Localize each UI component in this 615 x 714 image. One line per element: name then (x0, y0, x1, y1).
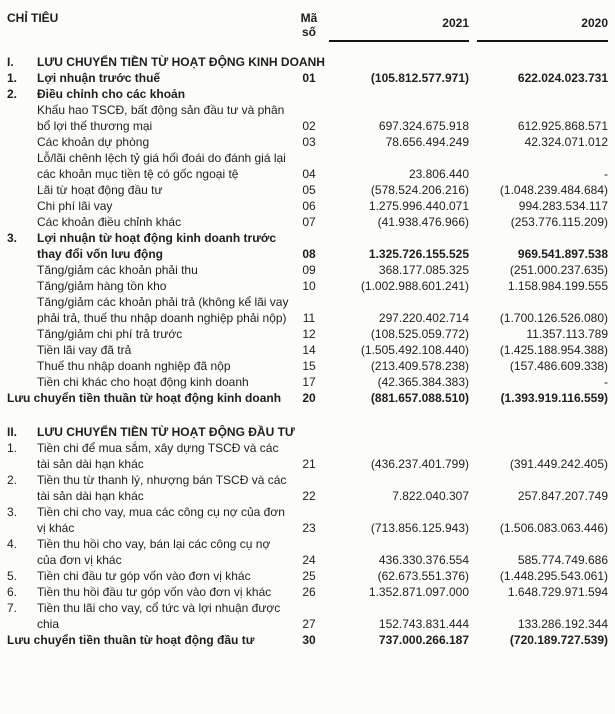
row-label: LƯU CHUYỂN TIỀN TỪ HOẠT ĐỘNG ĐẦU TƯ (37, 425, 295, 439)
row-label: Điều chỉnh cho các khoản (37, 87, 186, 101)
row-code: 15 (302, 359, 316, 373)
row-value-2020: (1.506.083.063.446) (499, 521, 608, 535)
table-row (7, 536, 608, 568)
row-value-2021: (213.409.578.238) (370, 359, 469, 373)
row-code: 20 (302, 391, 316, 405)
row-label: Tiền thu hồi cho vay, bán lại các công cụ nợ của đơn vị khác (37, 537, 271, 567)
table-row (7, 472, 608, 504)
table-row (7, 424, 608, 440)
table-row (7, 374, 608, 390)
table-row (7, 278, 608, 294)
table-row (7, 102, 608, 134)
row-prefix: 2. (7, 473, 18, 487)
row-label: Tăng/giảm hàng tồn kho (37, 279, 167, 293)
row-label: Lãi từ hoạt động đầu tư (37, 183, 163, 197)
row-value-2021: 78.656.494.249 (385, 135, 469, 149)
row-label: Lỗ/lãi chênh lệch tỷ giá hối đoái do đánh giá lại các khoản mục tiền tệ có gốc ngoại tệ (37, 151, 286, 181)
row-code: 21 (302, 457, 316, 471)
row-label: Tăng/giảm chi phí trả trước (37, 327, 183, 341)
table-row (7, 358, 608, 374)
column-header-ma: Mã (300, 11, 318, 25)
column-header-chi-tieu: CHỈ TIÊU (7, 11, 59, 25)
row-label: Tiền lãi vay đã trả (37, 343, 132, 357)
row-code: 25 (302, 569, 316, 583)
row-prefix: 7. (7, 601, 18, 615)
row-label: Tăng/giảm các khoản phải thu (37, 263, 198, 277)
row-prefix: II. (7, 425, 18, 439)
row-value-2020: 257.847.207.749 (517, 489, 608, 503)
row-value-2020: 42.324.071.012 (524, 135, 608, 149)
row-value-2021: (1.505.492.108.440) (360, 343, 469, 357)
table-row (7, 326, 608, 342)
row-label: Tiền chi đầu tư góp vốn vào đơn vị khác (37, 569, 251, 583)
row-value-2021: (713.856.125.943) (370, 521, 469, 535)
table-row (7, 600, 608, 632)
row-value-2020: (251.000.237.635) (509, 263, 608, 277)
row-value-2020: 612.925.868.571 (517, 119, 608, 133)
row-code: 01 (302, 71, 316, 85)
row-value-2020: (720.189.727.539) (509, 633, 608, 647)
row-prefix: 2. (7, 87, 18, 101)
row-label: Lưu chuyển tiền thuần từ hoạt động kinh doanh (7, 391, 282, 405)
row-code: 09 (302, 263, 316, 277)
row-value-2020: 969.541.897.538 (517, 247, 608, 261)
row-value-2020: - (604, 167, 608, 181)
table-row (7, 632, 608, 648)
row-prefix: 5. (7, 569, 18, 583)
row-value-2021: 697.324.675.918 (378, 119, 469, 133)
row-label: Các khoản điều chỉnh khác (37, 215, 182, 229)
row-value-2020: (1.048.239.484.684) (499, 183, 608, 197)
row-value-2020: (1.393.919.116.559) (500, 391, 608, 405)
row-label: Tiền thu lãi cho vay, cổ tức và lợi nhuận được chia (37, 601, 281, 631)
row-value-2020: 994.283.534.117 (518, 199, 608, 213)
table-row (7, 294, 608, 326)
row-value-2021: 737.000.266.187 (378, 633, 469, 647)
row-value-2020: 133.286.192.344 (517, 617, 608, 631)
table-row (7, 214, 608, 230)
table-row (7, 568, 608, 584)
row-label: Khấu hao TSCĐ, bất động sản đầu tư và phân bổ lợi thế thương mại (37, 103, 285, 133)
row-label: Lợi nhuận từ hoạt động kinh doanh trước thay đổi vốn lưu động (37, 231, 277, 261)
row-value-2021: 1.352.871.097.000 (368, 585, 469, 599)
row-code: 05 (302, 183, 316, 197)
row-label: Thuế thu nhập doanh nghiệp đã nộp (37, 359, 231, 373)
row-value-2021: 1.275.996.440.071 (368, 199, 469, 213)
row-prefix: 1. (7, 71, 18, 85)
row-code: 26 (302, 585, 316, 599)
row-value-2021: 368.177.085.325 (378, 263, 469, 277)
row-value-2020: 11.357.113.789 (526, 327, 608, 341)
table-row (7, 342, 608, 358)
row-value-2020: (1.700.126.526.080) (499, 311, 608, 325)
row-code: 08 (302, 247, 316, 261)
row-value-2021: 1.325.726.155.525 (368, 247, 469, 261)
row-code: 07 (302, 215, 316, 229)
column-header-2021: 2021 (329, 8, 469, 42)
row-code: 02 (302, 119, 316, 133)
table-row (7, 86, 608, 102)
row-value-2020: - (604, 375, 608, 389)
row-value-2020: 1.158.984.199.555 (507, 279, 608, 293)
table-row (7, 182, 608, 198)
row-value-2020: (391.449.242.405) (509, 457, 608, 471)
row-value-2020: 585.774.749.686 (517, 553, 608, 567)
row-code: 17 (302, 375, 316, 389)
row-code: 11 (302, 311, 316, 325)
table-row (7, 504, 608, 536)
row-value-2021: 7.822.040.307 (392, 489, 469, 503)
row-label: Tiền chi cho vay, mua các công cụ nợ của đơn vị khác (37, 505, 285, 535)
row-code: 06 (302, 199, 316, 213)
row-code: 23 (302, 521, 316, 535)
row-value-2021: (105.812.577.971) (370, 71, 469, 85)
row-prefix: 1. (7, 441, 18, 455)
column-header-ma-so (289, 8, 329, 42)
column-header-2020: 2020 (477, 8, 608, 42)
row-code: 24 (302, 553, 316, 567)
row-label: LƯU CHUYỂN TIỀN TỪ HOẠT ĐỘNG KINH DOANH (37, 55, 325, 69)
row-code: 27 (302, 617, 316, 631)
row-label: Chi phí lãi vay (37, 199, 113, 213)
table-row (7, 584, 608, 600)
row-value-2020: (157.486.609.338) (509, 359, 608, 373)
table-row (7, 262, 608, 278)
row-code: 10 (302, 279, 316, 293)
table-row (7, 150, 608, 182)
row-prefix: I. (7, 55, 14, 69)
row-value-2020: 622.024.023.731 (517, 71, 608, 85)
row-code: 22 (302, 489, 316, 503)
table-row (7, 70, 608, 86)
row-label: Lợi nhuận trước thuế (37, 71, 161, 85)
row-prefix: 4. (7, 537, 18, 551)
row-prefix: 6. (7, 585, 18, 599)
table-row (7, 390, 608, 406)
column-header-so: số (301, 25, 316, 39)
row-value-2021: (1.002.988.601.241) (360, 279, 469, 293)
statement-body (7, 54, 608, 648)
row-value-2020: (1.425.188.954.388) (499, 343, 608, 357)
table-row (7, 198, 608, 214)
table-header (7, 8, 608, 42)
row-value-2021: 23.806.440 (408, 167, 469, 181)
row-value-2021: (108.525.059.772) (370, 327, 469, 341)
row-value-2020: (253.776.115.209) (510, 215, 608, 229)
row-label: Tiền chi để mua sắm, xây dựng TSCĐ và các tài sản dài hạn khác (37, 441, 279, 471)
row-value-2021: 152.743.831.444 (378, 617, 469, 631)
row-value-2020: 1.648.729.971.594 (507, 585, 608, 599)
table-row (7, 134, 608, 150)
row-value-2021: 297.220.402.714 (378, 311, 469, 325)
row-label: Các khoản dự phòng (37, 135, 150, 149)
row-value-2020: (1.448.295.543.061) (499, 569, 608, 583)
row-value-2021: (578.524.206.216) (370, 183, 469, 197)
table-row (7, 440, 608, 472)
row-value-2021: (41.938.476.966) (377, 215, 469, 229)
row-prefix: 3. (7, 505, 18, 519)
row-value-2021: (436.237.401.799) (370, 457, 469, 471)
row-code: 30 (302, 633, 316, 647)
row-value-2021: (881.657.088.510) (370, 391, 469, 405)
row-code: 04 (302, 167, 316, 181)
table-row (7, 230, 608, 262)
row-value-2021: (42.365.384.383) (377, 375, 469, 389)
row-label: Tiền thu hồi đầu tư góp vốn vào đơn vị khác (37, 585, 272, 599)
row-code: 03 (302, 135, 316, 149)
row-code: 12 (302, 327, 316, 341)
row-value-2021: 436.330.376.554 (378, 553, 469, 567)
row-label: Tăng/giảm các khoản phải trả (không kể lãi vay phải trả, thuế thu nhập doanh nghiệp phải nộp) (37, 295, 289, 325)
row-label: Lưu chuyển tiền thuần từ hoạt động đầu tư (7, 633, 255, 647)
table-row (7, 54, 608, 70)
row-prefix: 3. (7, 231, 18, 245)
row-code: 14 (302, 343, 316, 357)
row-value-2021: (62.673.551.376) (377, 569, 469, 583)
row-label: Tiền thu từ thanh lý, nhượng bán TSCĐ và các tài sản dài hạn khác (37, 473, 287, 503)
row-label: Tiền chi khác cho hoạt động kinh doanh (37, 375, 249, 389)
